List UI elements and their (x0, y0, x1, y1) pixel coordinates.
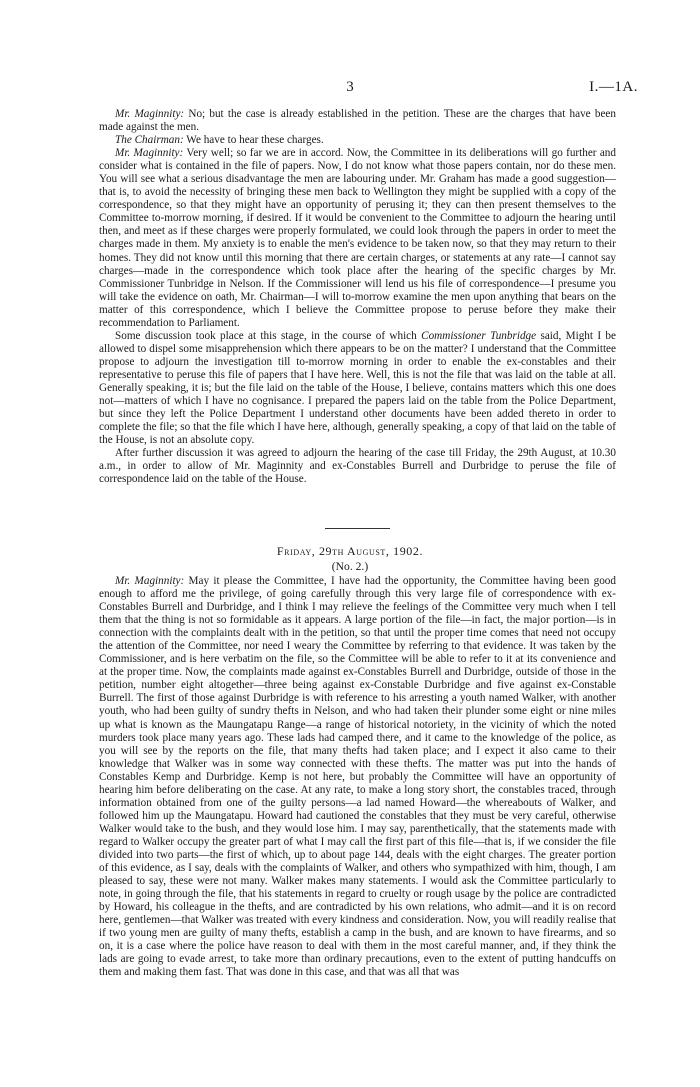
paragraph-text: Very well; so far we are in accord. Now, the Committee in its deliberations will go further and consider what is contained in the file of papers. Now, I do not know what those papers contain, nor do these men. You will see what a serious disadvantage the men are labouring under. Mr. Graham has made a good suggestion—that is, to avoid the necessity of bringing these men back to Wellington they might be supplied with a copy of the correspondence, so that they might have an opportunity of perusing it; they can then present themselves to the Committee to-morrow morning, if desired. If it would be convenient to the Committee to adjourn the hearing until then, and meet as if these charges were properly formulated, we could look through the papers in order to meet the charges made in them. My anxiety is to enable the men's evidence to be taken now, so that they may return to their homes. They did not know until this morning that there are certain charges, or statements at any rate—I cannot say charges—made in the correspondence which took place after the hearing of the specific charges by Mr. Commissioner Tunbridge in Nelson. If the Commissioner will lend us his file of correspondence—I presume you will take the evidence on oath, Mr. Chairman—I will to-morrow examine the men upon anything that bears on the matter of this correspondence, which I believe the Committee propose to peruse before they make their recommendation to Parliament. (99, 147, 616, 329)
paragraph-text: May it please the Committee, I have had the opportunity, the Committee having been good enough to afford me the privilege, of going carefully through this very large file of correspondence with ex-Constables Burrell and Durbridge, and I think I may relieve the feelings of the Committee very much when I tell them that the thing is not so formidable as it appears. A large portion of the file—in fact, the major portion—is in connection with the complaints dealt with in the petition, so that until the proper time comes that need not occupy the attention of the Committee, nor need I weary the Committee by referring to that evidence. It was taken by the Commissioner, and is here verbatim on the file, so the Committee will be able to refer to it at its convenience and at the proper time. Now, the complaints made against ex-Constables Burrell and Durbridge, outside of those in the petition, number eight altogether—three being against ex-Constable Durbridge and five against ex-Constable Burrell. The first of those against Durbridge is with reference to his arresting a youth named Walker, with another youth, who had been guilty of sundry thefts in Nelson, and who had taken their plunder some eight or nine miles up what is known as the Maungatapu Range—a range of historical notoriety, in the vicinity of which the noted murders took place many years ago. These lads had camped there, and it came to the knowledge of the police, as you will see by the reports on the file, that many thefts had taken place; and I expect it also came to their knowledge that Walker was in some way connected with these thefts. The matter was put into the hands of Constables Kemp and Durbridge. Kemp is not here, but probably the Committee will have an opportunity of hearing him before deliberating on the case. At any rate, to make a long story short, the constables traced, through information obtained from one of the guilty persons—a lad named Howard—the whereabouts of Walker, and followed him up the Maungatapu. Howard had cautioned the constables that they must be very careful, otherwise Walker would take to the bush, and they would lose him. I may say, parenthetically, that the statements made with regard to Walker occupy the greater part of what I may call the first part of this file—that is, if we consider the file divided into two parts—the first of which, up to about page 144, deals with the eight charges. The greater portion of this evidence, as I say, deals with the complaints of Walker, and others who sympathized with him, though, I am pleased to say, these were not many. Walker makes many statements. I would ask the Committee particularly to note, in going through the file, that his statements in regard to cruelty or rough usage by the police are contradicted by Howard, his colleague in the thefts, and are contradicted by his own relations, who admit—and it is on record here, gentlemen—that Walker was treated with every kindness and consideration. Now, you will readily realise that if two young men are guilty of many thefts, establish a camp in the bush, and are known to have firearms, and so on, it is a case where the police have reason to deal with them in the most careful manner, and, if they think the lads are going to evade arrest, to take more than ordinary precautions, even to the extent of putting handcuffs on them and making them fast. That was done in this case, and that was all that was (99, 575, 616, 979)
paragraph (99, 108, 616, 134)
paragraph-text: After further discussion it was agreed to adjourn the hearing of the case till Friday, the 29th August, at 10.30 a.m., in order to allow of Mr. Maginnity and ex-Constables Burrell and Durbridge to peruse the file of correspondence laid on the table of the House. (99, 447, 616, 486)
sitting-number: (No. 2.) (331, 560, 369, 573)
section-divider (325, 528, 390, 529)
document-reference: I.—1A. (589, 79, 638, 95)
paragraph (99, 134, 616, 147)
speaker-name: Mr. Maginnity: (115, 147, 184, 160)
minutes-section-1 (99, 108, 616, 486)
page-number: 3 (346, 79, 354, 95)
paragraph-text: Some discussion took place at this stage, in the course of which (115, 329, 422, 342)
paragraph-text: said, Might I be allowed to dispel some misapprehension which there appears to be on the matter? I understand that the Committee propose to adjourn the investigation till to-morrow morning in order to enable the ex-constables and their representative to peruse this file of papers that I have here. Well, this is not the file that was laid on the table at all. Generally speaking, it is; but the file laid on the table of the House, I believe, contains matters which this one does not—matters of which I have no cognisance. I prepared the papers laid on the table from the Police Department, but since they left the Police Department I understand other documents have been added thereto in order to complete the file; so that the file which I have here, although, generally speaking, a copy of that laid on the table of the House, is not an absolute copy. (99, 329, 616, 447)
speaker-name: Commissioner Tunbridge (421, 329, 537, 342)
sitting-date: Friday, 29th August, 1902. (276, 544, 424, 558)
paragraph (99, 575, 616, 979)
speaker-name: Mr. Maginnity: (115, 575, 185, 587)
paragraph (99, 330, 616, 447)
minutes-section-2 (99, 575, 616, 979)
speaker-name: The Chairman: (115, 134, 184, 147)
paragraph-text: No; but the case is already established in the petition. These are the charges that have been made against the men. (99, 108, 616, 134)
paragraph (99, 447, 616, 486)
speaker-name: Mr. Maginnity: (115, 108, 185, 120)
paragraph (99, 147, 616, 330)
paragraph-text: We have to hear these charges. (183, 134, 324, 147)
